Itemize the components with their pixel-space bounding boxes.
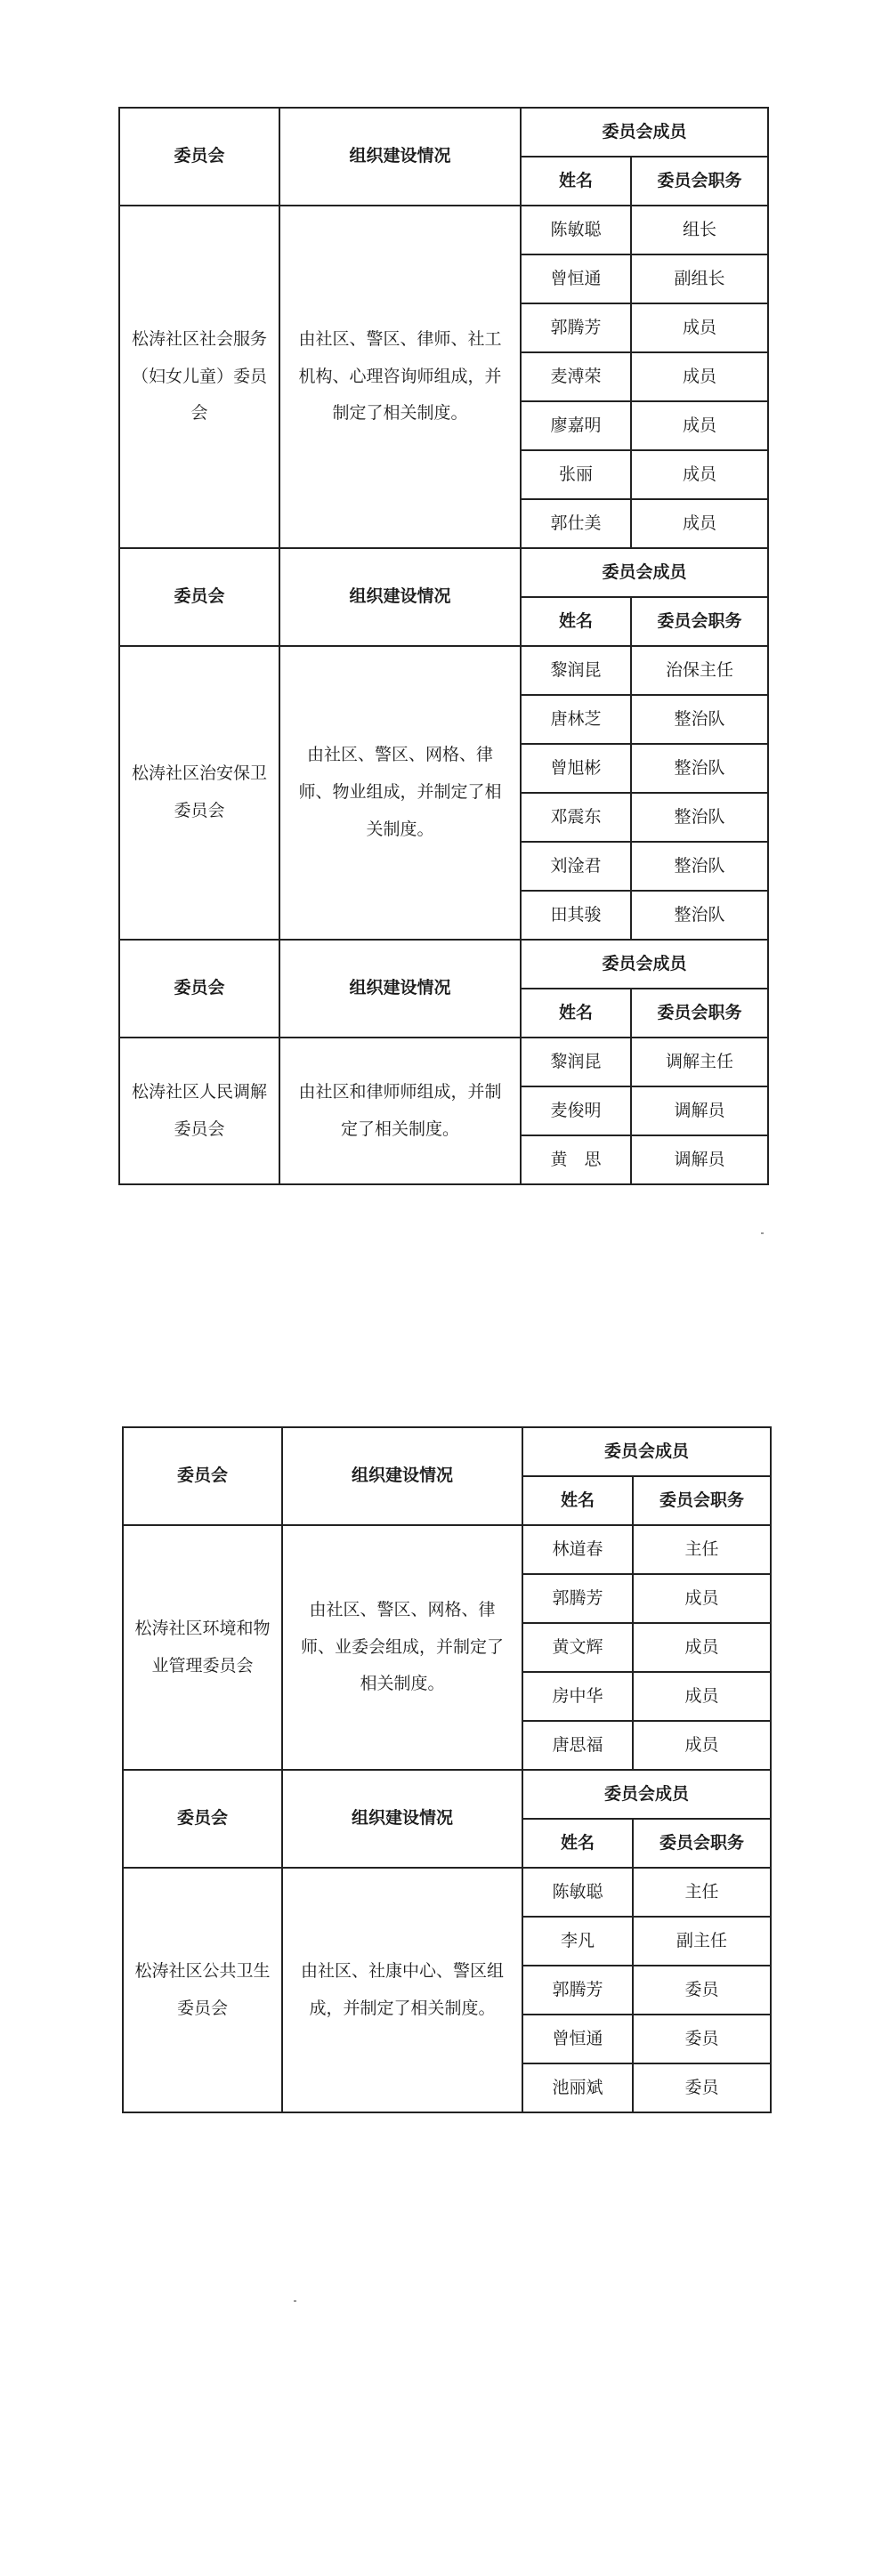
member-name: 黄文辉: [522, 1623, 633, 1672]
header-name: 姓名: [521, 157, 631, 206]
member-role: 整治队: [631, 842, 768, 891]
member-role: 委员: [633, 2063, 771, 2112]
header-committee: 委员会: [119, 108, 279, 206]
member-name: 郭腾芳: [522, 1574, 633, 1623]
header-members: 委员会成员: [522, 1427, 771, 1476]
member-role: 副主任: [633, 1917, 771, 1966]
committee-table-1: [118, 107, 769, 1185]
member-role: 整治队: [631, 744, 768, 793]
organization-description: 由社区、警区、网格、律师、物业组成，并制定了相关制度。: [279, 646, 521, 940]
header-row: [119, 548, 768, 597]
member-name: 邓震东: [521, 793, 631, 842]
member-name: 曾恒通: [521, 254, 631, 303]
table-row: [119, 646, 768, 695]
member-role: 成员: [633, 1672, 771, 1721]
section-3: [119, 940, 768, 1184]
member-role: 调解员: [631, 1086, 768, 1135]
member-name: 黄 思: [521, 1135, 631, 1184]
header-committee: 委员会: [123, 1427, 282, 1525]
member-role: 主任: [633, 1525, 771, 1574]
scan-speck: [761, 1232, 764, 1234]
header-role: 委员会职务: [631, 157, 768, 206]
member-role: 委员: [633, 1966, 771, 2015]
member-name: 李凡: [522, 1917, 633, 1966]
member-name: 麦溥荣: [521, 352, 631, 401]
member-name: 林道春: [522, 1525, 633, 1574]
header-role: 委员会职务: [631, 597, 768, 646]
member-role: 委员: [633, 2015, 771, 2063]
header-name: 姓名: [522, 1819, 633, 1868]
member-name: 黎润昆: [521, 646, 631, 695]
member-name: 田其骏: [521, 891, 631, 940]
member-role: 成员: [631, 352, 768, 401]
section-1: [119, 108, 768, 548]
member-role: 主任: [633, 1868, 771, 1917]
header-committee: 委员会: [119, 548, 279, 646]
member-name: 刘淦君: [521, 842, 631, 891]
committee-name: 松涛社区治安保卫委员会: [119, 646, 279, 940]
header-members: 委员会成员: [521, 548, 768, 597]
table-row: [123, 1525, 771, 1574]
organization-description: 由社区、社康中心、警区组成，并制定了相关制度。: [282, 1868, 522, 2112]
header-row: [123, 1427, 771, 1476]
header-name: 姓名: [522, 1476, 633, 1525]
section-5: [123, 1770, 771, 2112]
scan-speck: [294, 2300, 296, 2302]
member-name: 唐思福: [522, 1721, 633, 1770]
committee-name: 松涛社区环境和物业管理委员会: [123, 1525, 282, 1770]
member-role: 副组长: [631, 254, 768, 303]
header-members: 委员会成员: [521, 940, 768, 989]
header-organization: 组织建设情况: [279, 940, 521, 1038]
organization-description: 由社区、警区、网格、律师、业委会组成，并制定了相关制度。: [282, 1525, 522, 1770]
member-role: 成员: [631, 401, 768, 450]
member-name: 陈敏聪: [521, 206, 631, 254]
header-row: [119, 108, 768, 157]
member-name: 唐林芝: [521, 695, 631, 744]
organization-description: 由社区和律师师组成，并制定了相关制度。: [279, 1038, 521, 1184]
header-name: 姓名: [521, 989, 631, 1038]
member-name: 曾旭彬: [521, 744, 631, 793]
member-role: 成员: [633, 1721, 771, 1770]
header-row: [123, 1770, 771, 1819]
header-committee: 委员会: [123, 1770, 282, 1868]
header-committee: 委员会: [119, 940, 279, 1038]
member-role: 成员: [631, 450, 768, 499]
committee-table-2: [122, 1426, 772, 2113]
member-role: 整治队: [631, 891, 768, 940]
header-members: 委员会成员: [522, 1770, 771, 1819]
member-name: 房中华: [522, 1672, 633, 1721]
member-name: 陈敏聪: [522, 1868, 633, 1917]
member-name: 池丽斌: [522, 2063, 633, 2112]
member-role: 治保主任: [631, 646, 768, 695]
section-4: [123, 1427, 771, 1770]
committee-name: 松涛社区人民调解委员会: [119, 1038, 279, 1184]
member-role: 成员: [631, 303, 768, 352]
header-organization: 组织建设情况: [282, 1427, 522, 1525]
committee-name: 松涛社区公共卫生委员会: [123, 1868, 282, 2112]
organization-description: 由社区、警区、律师、社工机构、心理咨询师组成，并制定了相关制度。: [279, 206, 521, 548]
member-role: 组长: [631, 206, 768, 254]
header-role: 委员会职务: [633, 1819, 771, 1868]
section-2: [119, 548, 768, 940]
member-role: 成员: [633, 1574, 771, 1623]
member-role: 成员: [633, 1623, 771, 1672]
member-name: 郭仕美: [521, 499, 631, 548]
committee-name: 松涛社区社会服务（妇女儿童）委员会: [119, 206, 279, 548]
member-name: 郭腾芳: [522, 1966, 633, 2015]
header-name: 姓名: [521, 597, 631, 646]
member-name: 廖嘉明: [521, 401, 631, 450]
table-row: [119, 1038, 768, 1086]
member-role: 整治队: [631, 793, 768, 842]
table-block-1: [118, 107, 769, 1185]
member-role: 整治队: [631, 695, 768, 744]
header-role: 委员会职务: [631, 989, 768, 1038]
header-row: [119, 940, 768, 989]
member-name: 郭腾芳: [521, 303, 631, 352]
member-role: 调解员: [631, 1135, 768, 1184]
header-organization: 组织建设情况: [279, 548, 521, 646]
header-organization: 组织建设情况: [282, 1770, 522, 1868]
member-role: 调解主任: [631, 1038, 768, 1086]
table-row: [123, 1868, 771, 1917]
header-role: 委员会职务: [633, 1476, 771, 1525]
member-name: 曾恒通: [522, 2015, 633, 2063]
member-role: 成员: [631, 499, 768, 548]
member-name: 黎润昆: [521, 1038, 631, 1086]
header-members: 委员会成员: [521, 108, 768, 157]
table-block-2: [122, 1426, 772, 2113]
member-name: 麦俊明: [521, 1086, 631, 1135]
table-row: [119, 206, 768, 254]
header-organization: 组织建设情况: [279, 108, 521, 206]
member-name: 张丽: [521, 450, 631, 499]
